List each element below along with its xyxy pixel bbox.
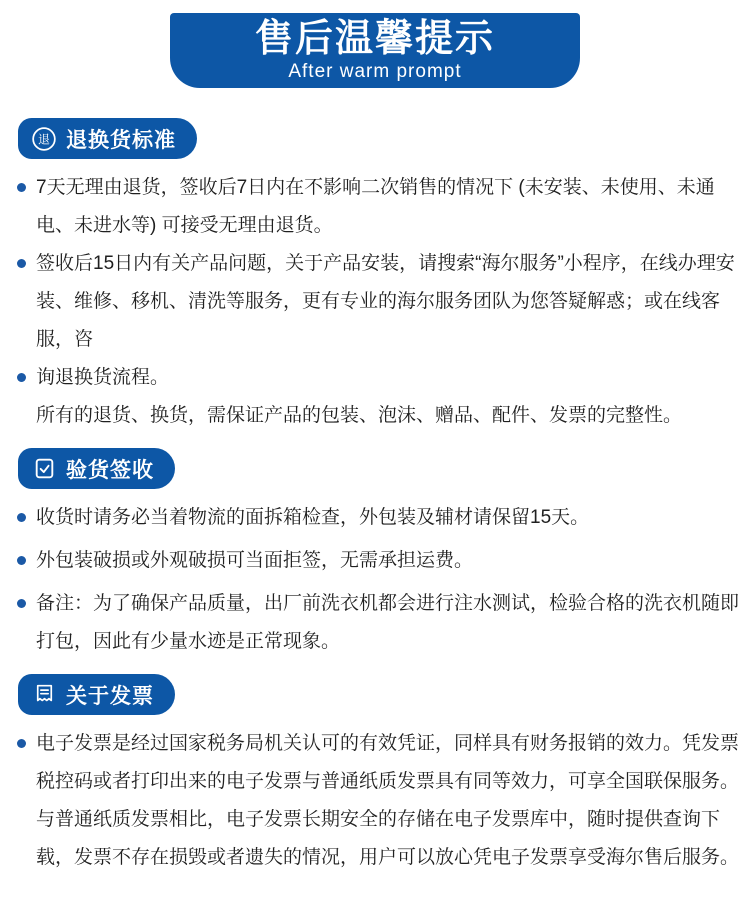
badge-label: 关于发票 xyxy=(66,684,154,708)
invoice-badge xyxy=(18,674,175,715)
inspection-items xyxy=(0,499,750,661)
list-item xyxy=(36,585,740,661)
list-item-text: 所有的退货、换货，需保证产品的包装、泡沫、赠品、配件、发票的完整性。 xyxy=(36,405,683,426)
after-sales-banner xyxy=(170,13,580,88)
list-item xyxy=(36,397,740,435)
return-circle-icon xyxy=(31,126,57,152)
invoice-receipt-icon xyxy=(31,682,57,708)
section-inspection-header xyxy=(18,448,750,489)
bullet-dot-icon xyxy=(17,739,26,748)
list-item xyxy=(36,359,740,397)
list-item-text: 7天无理由退货，签收后7日内在不影响二次销售的情况下 (未安装、未使用、未通电、未进水等) 可接受无理由退货。 xyxy=(36,177,715,236)
bullet-dot-icon xyxy=(17,599,26,608)
bullet-dot-icon xyxy=(17,513,26,522)
list-item xyxy=(36,245,740,359)
bullet-dot-icon xyxy=(17,183,26,192)
list-item xyxy=(36,499,740,537)
badge-label: 退换货标准 xyxy=(66,128,176,152)
list-item-text: 备注：为了确保产品质量，出厂前洗衣机都会进行注水测试，检验合格的洗衣机随即打包，因此有少量水迹是正常现象。 xyxy=(36,593,740,652)
section-invoice xyxy=(0,674,750,877)
list-item xyxy=(36,169,740,245)
return-policy-items xyxy=(0,169,750,435)
return-policy-badge xyxy=(18,118,197,159)
list-item-text: 询退换货流程。 xyxy=(36,367,170,388)
list-item-text: 收货时请务必当着物流的面拆箱检查，外包装及辅材请保留15天。 xyxy=(36,507,590,528)
list-item xyxy=(36,725,740,877)
list-item-text: 电子发票是经过国家税务局机关认可的有效凭证，同样具有财务报销的效力。凭发票税控码或者打印出来的电子发票与普通纸质发票具有同等效力，可享全国联保服务。与普通纸质发票相比，电子发票长期安全的存储在电子发票库中，随时提供查询下载，发票不存在损毁或者遗失的情况，用户可以放心凭电子发票享受海尔售后服务。 xyxy=(36,733,740,868)
list-item-text: 外包装破损或外观破损可当面拒签，无需承担运费。 xyxy=(36,550,474,571)
return-glyph: 退 xyxy=(38,132,50,147)
bullet-dot-icon xyxy=(17,556,26,565)
clipboard-check-icon xyxy=(31,456,57,482)
section-return-policy-header xyxy=(18,118,750,159)
badge-label: 验货签收 xyxy=(66,458,154,482)
bullet-dot-icon xyxy=(17,373,26,382)
banner-subtitle: After warm prompt xyxy=(288,61,462,82)
inspection-badge xyxy=(18,448,175,489)
section-return-policy xyxy=(0,118,750,435)
section-inspection xyxy=(0,448,750,661)
invoice-items xyxy=(0,725,750,877)
bullet-dot-icon xyxy=(17,259,26,268)
list-item xyxy=(36,542,740,580)
section-invoice-header xyxy=(18,674,750,715)
banner-title: 售后温馨提示 xyxy=(254,18,495,60)
list-item-text: 签收后15日内有关产品问题，关于产品安装，请搜索“海尔服务”小程序，在线办理安装、维修、移机、清洗等服务，更有专业的海尔服务团队为您答疑解惑；或在线客服，咨 xyxy=(36,253,735,350)
